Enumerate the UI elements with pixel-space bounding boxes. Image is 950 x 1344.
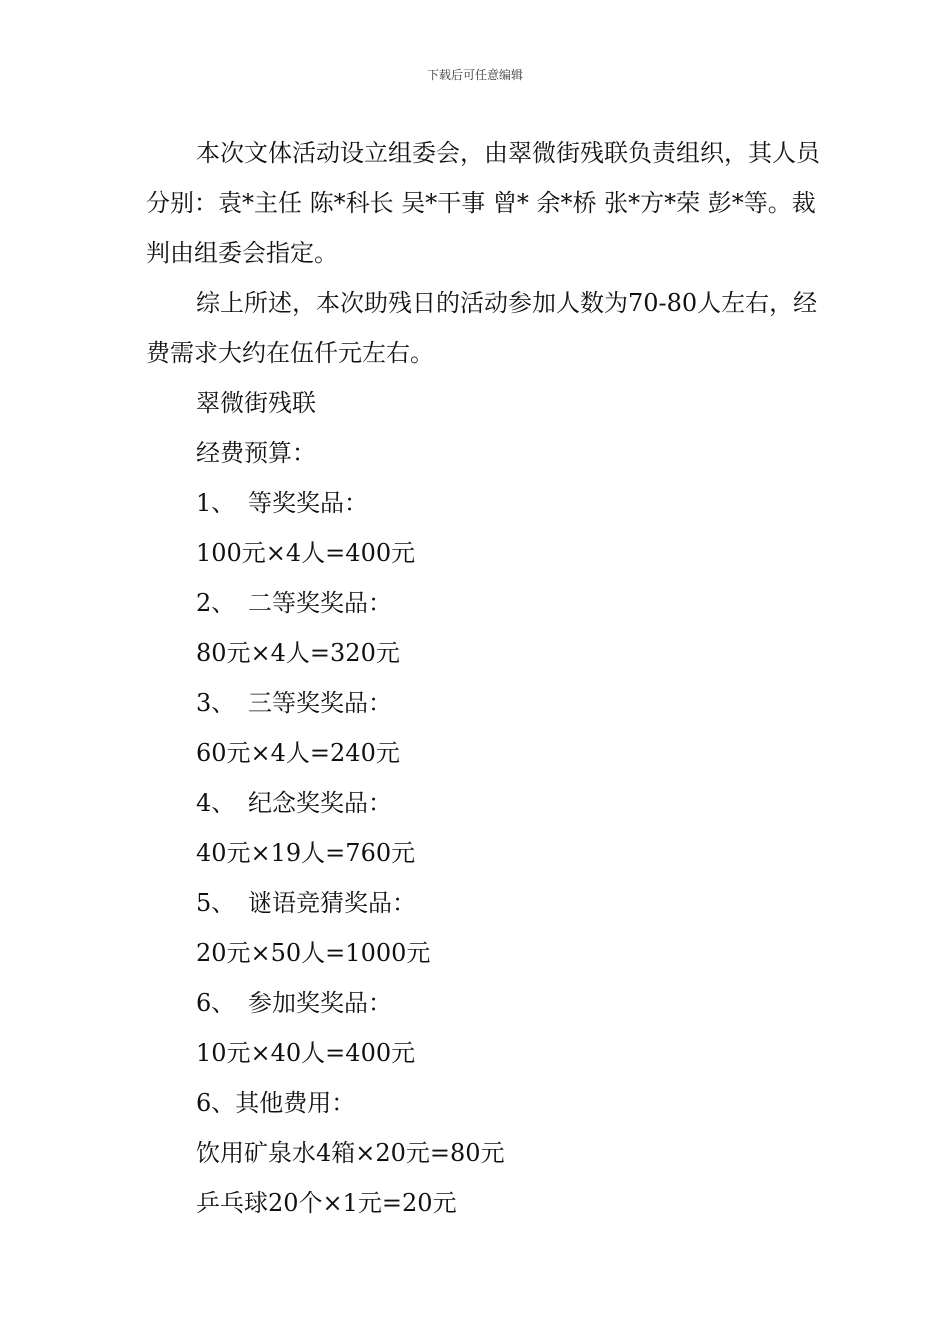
item-name: 谜语竞猜奖品： [248,889,416,917]
item-number: 3、 [196,689,236,717]
budget-item-5 [146,878,836,928]
item-name: 等奖奖品： [248,489,368,517]
org-name: 翠微街残联 [196,389,316,417]
page-header: 下载后可任意编辑 [426,68,523,82]
other-costs-title: 6、其他费用： [196,1089,356,1117]
item-name: 二等奖奖品： [248,589,392,617]
budget-item-2-calc: 80元×4人=320元 [196,639,400,667]
budget-item-2 [146,578,836,628]
budget-item-6 [146,978,836,1028]
other-cost-water: 饮用矿泉水4箱×20元=80元 [196,1139,505,1167]
budget-item-5-calc: 20元×50人=1000元 [196,939,431,967]
budget-item-4-calc: 40元×19人=760元 [196,839,416,867]
paragraph-summary: 综上所述，本次助残日的活动参加人数为70-80人左右，经费需求大约在伍仟元左右。 [146,289,818,367]
item-name: 三等奖奖品： [248,689,392,717]
item-name: 参加奖奖品： [248,989,392,1017]
item-number: 2、 [196,589,236,617]
budget-item-4 [146,778,836,828]
paragraph-committee: 本次文体活动设立组委会，由翠微街残联负责组织，其人员分别：袁*主任 陈*科长 吴*干事 曾* 余*桥 张*方*荣 彭*等。裁判由组委会指定。 [146,139,820,267]
budget-title: 经费预算： [196,439,316,467]
item-name: 纪念奖奖品： [248,789,392,817]
item-number: 1、 [196,489,236,517]
item-number: 6、 [196,989,236,1017]
document-body [146,128,836,1228]
budget-item-1 [146,478,836,528]
item-number: 4、 [196,789,236,817]
item-number: 5、 [196,889,236,917]
other-cost-pingpong: 乒乓球20个×1元=20元 [196,1189,457,1217]
budget-item-3-calc: 60元×4人=240元 [196,739,400,767]
budget-item-3 [146,678,836,728]
budget-item-1-calc: 100元×4人=400元 [196,539,416,567]
budget-item-6-calc: 10元×40人=400元 [196,1039,416,1067]
